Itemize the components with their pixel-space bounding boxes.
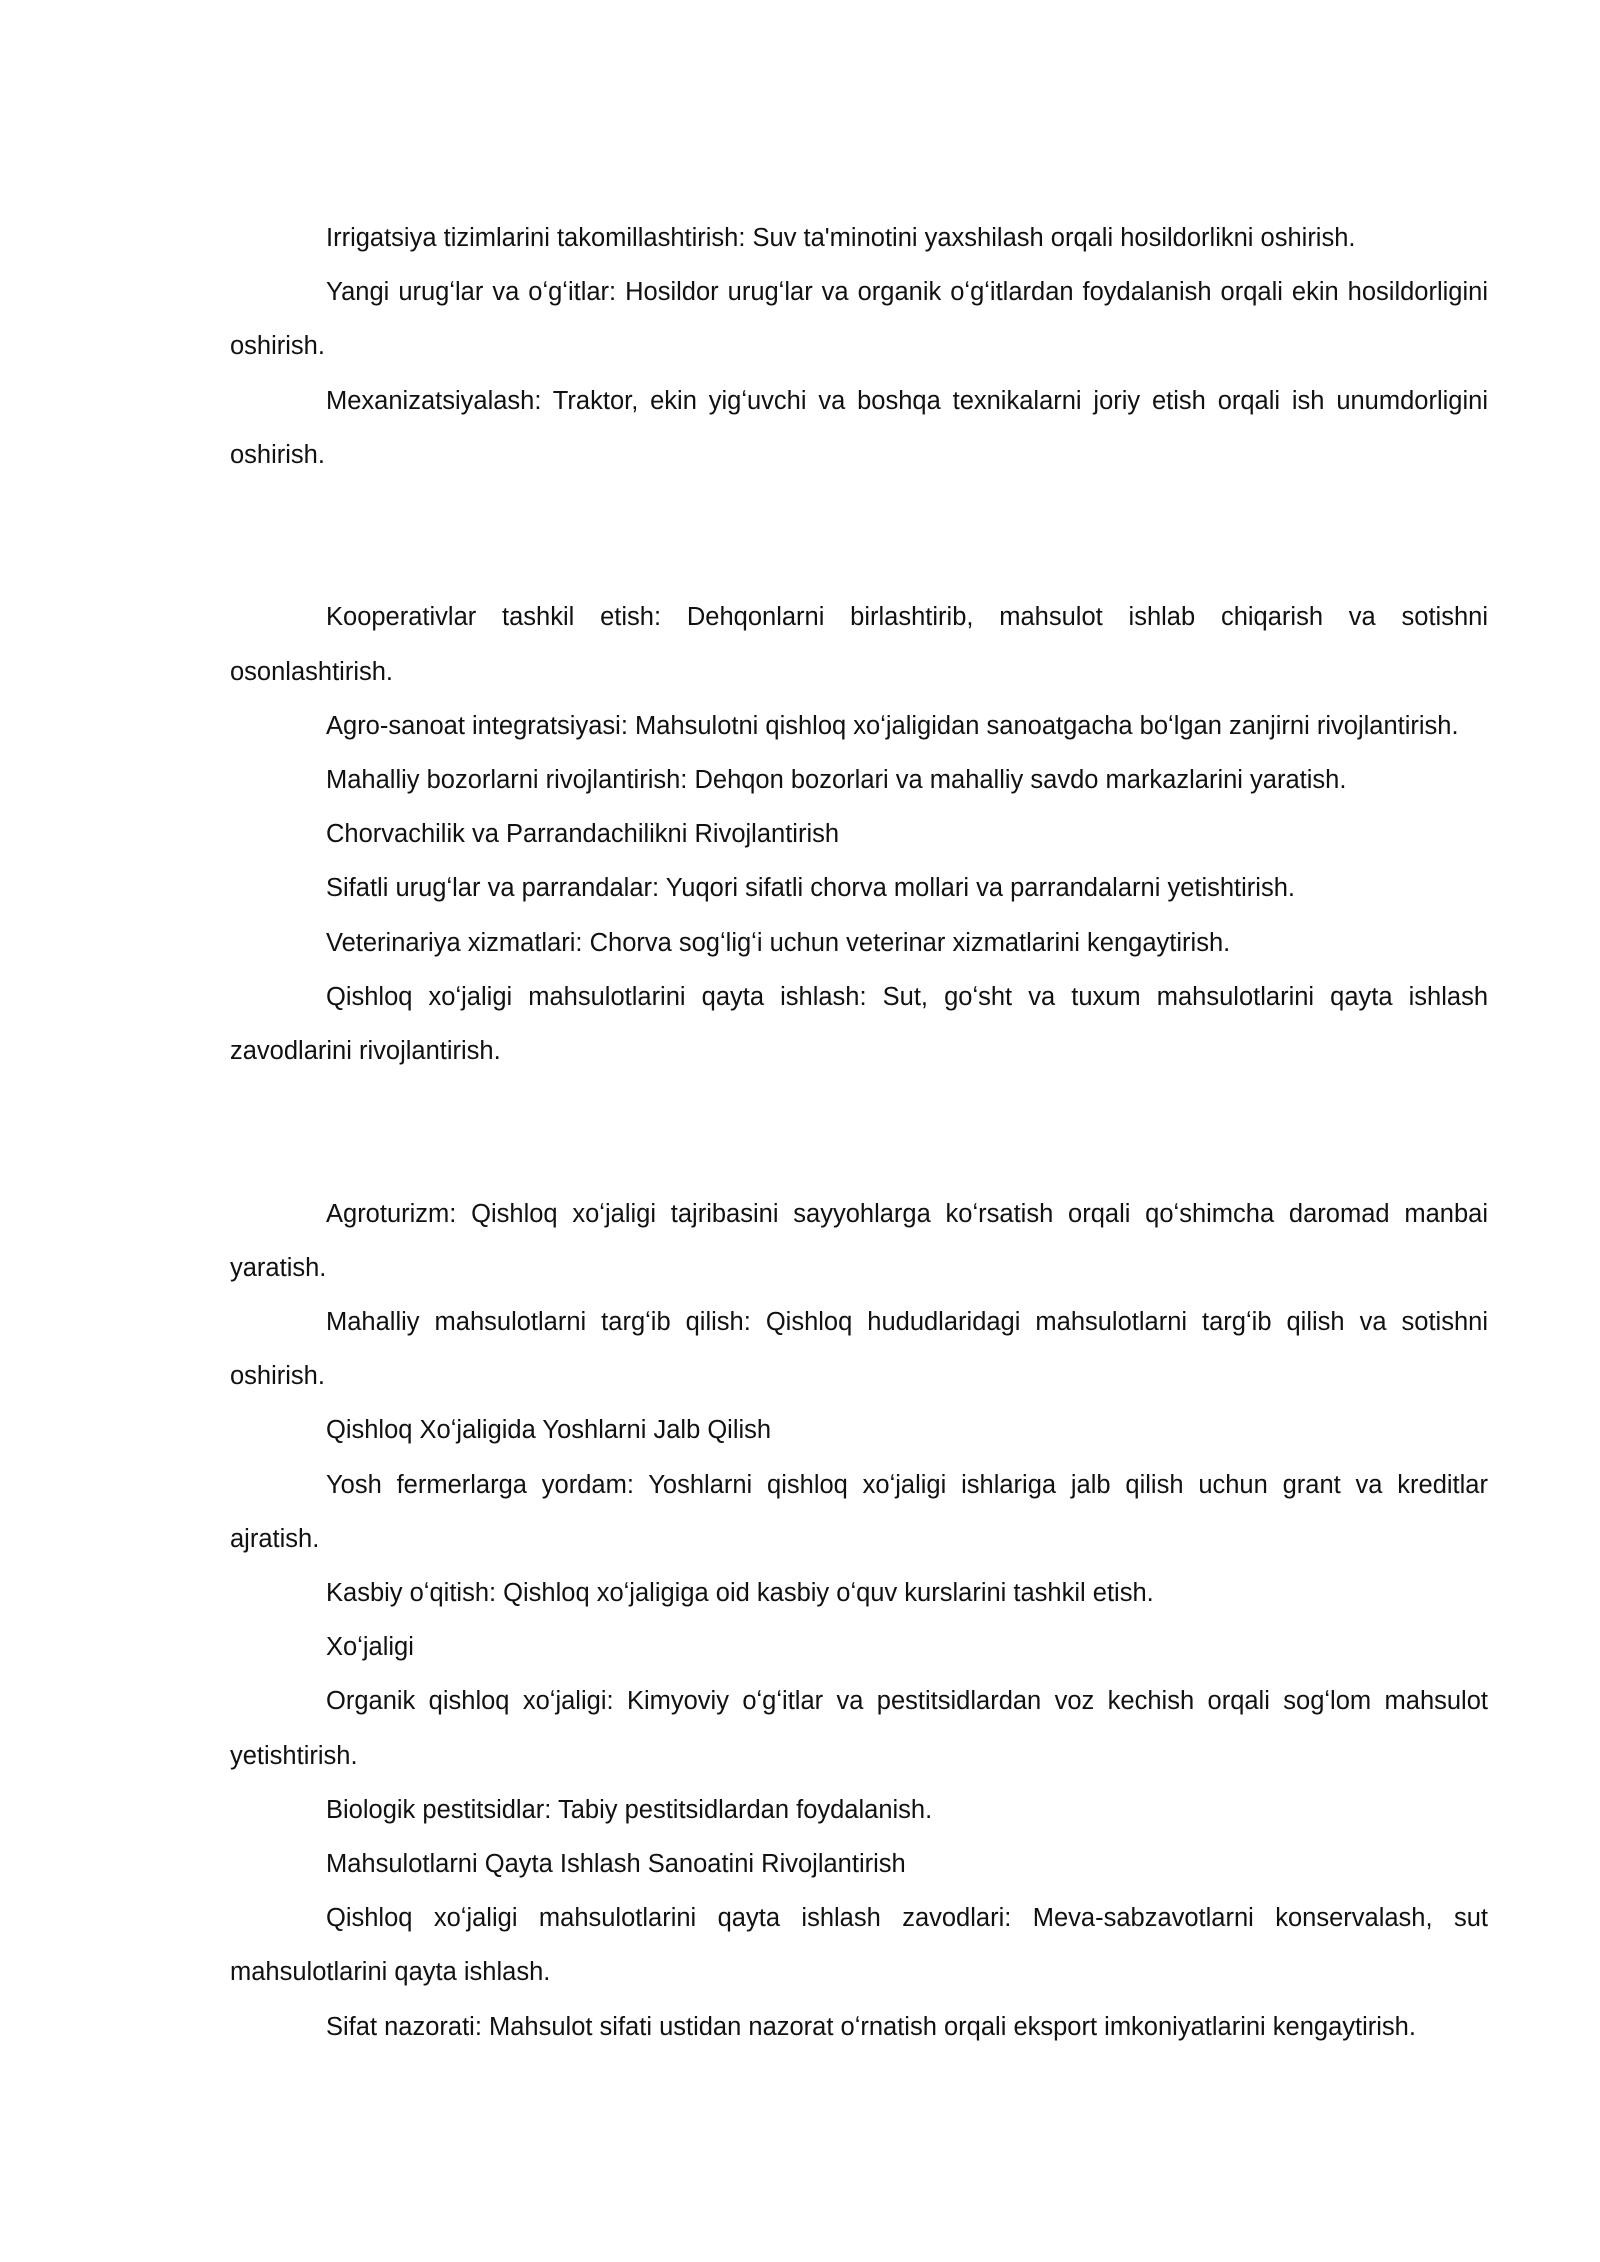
blank-line	[230, 482, 1488, 590]
paragraph-promotion: Mahalliy mahsulotlarni targʻib qilish: Qishloq hududlaridagi mahsulotlarni targʻib qilish va sotishni oshirish.	[230, 1308, 1488, 1391]
section-heading-youth: Qishloq Xoʻjaligida Yoshlarni Jalb Qilish	[326, 1416, 772, 1445]
blank-line	[230, 1078, 1488, 1186]
paragraph-agro-industrial: Agro-sanoat integratsiyasi: Mahsulotni qishloq xoʻjaligidan sanoatgacha boʻlgan zanjirni rivojlantirish.	[326, 711, 1459, 740]
section-heading-livestock: Chorvachilik va Parrandachilikni Rivojlantirish	[326, 820, 840, 849]
paragraph-agrotourism: Agroturizm: Qishloq xoʻjaligi tajribasini sayyohlarga koʻrsatish orqali qoʻshimcha daromad manbai yaratish.	[230, 1199, 1488, 1282]
paragraph-young-farmers: Yosh fermerlarga yordam: Yoshlarni qishloq xoʻjaligi ishlariga jalb qilish uchun grant va kreditlar ajratish.	[230, 1470, 1488, 1553]
paragraph-irrigation: Irrigatsiya tizimlarini takomillashtirish: Suv ta'minotini yaxshilash orqali hosildorlikni oshirish.	[326, 224, 1356, 252]
paragraph-biopesticides: Biologik pestitsidlar: Tabiy pestitsidlardan foydalanish.	[326, 1795, 933, 1824]
paragraph-cooperatives: Kooperativlar tashkil etish: Dehqonlarni birlashtirib, mahsulot ishlab chiqarish va sotishni osonlashtirish.	[230, 603, 1488, 686]
paragraph-veterinary: Veterinariya xizmatlari: Chorva sogʻligʻi uchun veterinar xizmatlarini kengaytirish.	[326, 928, 1231, 957]
paragraph-quality-breeds: Sifatli urugʻlar va parrandalar: Yuqori sifatli chorva mollari va parrandalarni yetishtirish.	[326, 874, 1295, 903]
paragraph-local-markets: Mahalliy bozorlarni rivojlantirish: Dehqon bozorlari va mahalliy savdo markazlarini yaratish.	[326, 766, 1347, 795]
paragraph-vocational-training: Kasbiy oʻqitish: Qishloq xoʻjaligiga oid kasbiy oʻquv kurslarini tashkil etish.	[326, 1579, 1154, 1608]
section-heading-fragment: Xoʻjaligi	[326, 1633, 414, 1662]
section-heading-processing-industry: Mahsulotlarni Qayta Ishlash Sanoatini Rivojlantirish	[326, 1850, 906, 1879]
paragraph-seeds-fertilizers: Yangi urugʻlar va oʻgʻitlar: Hosildor urugʻlar va organik oʻgʻitlardan foydalanish orqali ekin hosildorligini oshirish.	[230, 278, 1488, 361]
paragraph-organic-farming: Organik qishloq xoʻjaligi: Kimyoviy oʻgʻitlar va pestitsidlardan voz kechish orqali sogʻlom mahsulot yetishtirish.	[230, 1687, 1488, 1770]
paragraph-mechanization: Mexanizatsiyalash: Traktor, ekin yigʻuvchi va boshqa texnikalarni joriy etish orqali ish unumdorligini oshirish.	[230, 386, 1488, 469]
paragraph-processing-plants: Qishloq xoʻjaligi mahsulotlarini qayta ishlash zavodlari: Meva-sabzavotlarni konservalash, sut mahsulotlarini qayta ishlash.	[230, 1904, 1488, 1987]
paragraph-quality-control: Sifat nazorati: Mahsulot sifati ustidan nazorat oʻrnatish orqali eksport imkoniyatlarini kengaytirish.	[326, 2012, 1416, 2041]
document-body	[230, 211, 1488, 2054]
paragraph-processing: Qishloq xoʻjaligi mahsulotlarini qayta ishlash: Sut, goʻsht va tuxum mahsulotlarini qayta ishlash zavodlarini rivojlantirish.	[230, 982, 1488, 1066]
